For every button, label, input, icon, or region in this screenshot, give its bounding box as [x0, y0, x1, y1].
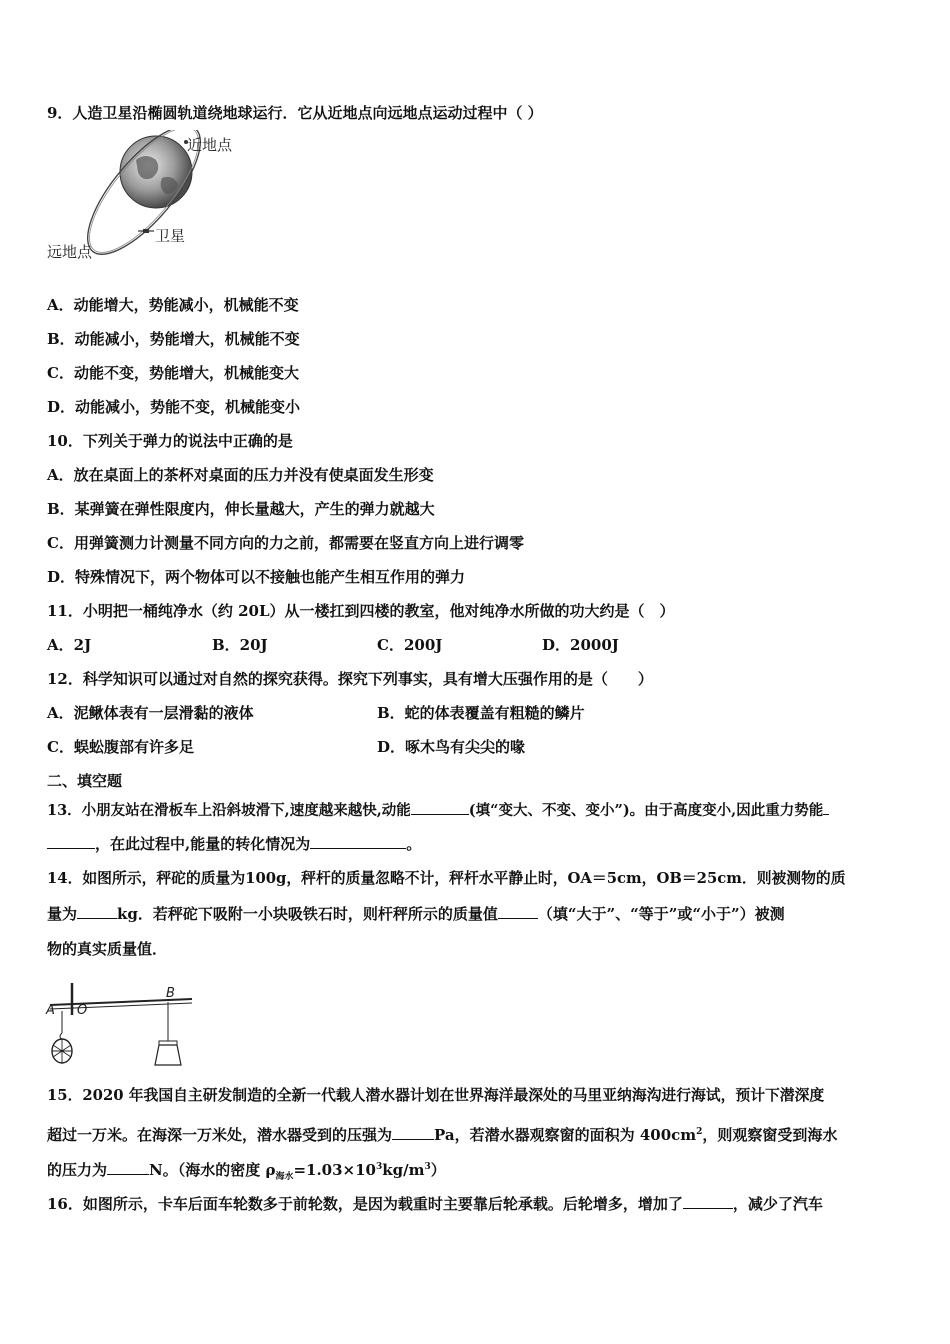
q13-text-1: 13．小朋友站在滑板车上沿斜坡滑下,速度越来越快,动能 — [47, 802, 411, 819]
q12-option-b: B．蛇的体表覆盖有粗糙的鳞片 — [377, 704, 585, 722]
q15-text-f: =1.03×10 — [293, 1161, 376, 1179]
q14-text-a: 量为 — [47, 905, 78, 923]
q15-text-c: ，则观察窗受到海水 — [702, 1126, 838, 1144]
q11-option-b: B．20J — [212, 636, 268, 654]
q13-blank-2a — [823, 800, 829, 815]
q15-line1: 15．2020 年我国自主研发制造的全新一代载人潜水器计划在世界海洋最深处的马里亚纳海沟进行海试，预计下潜深度 — [47, 1087, 825, 1104]
steelyard-diagram — [42, 975, 202, 1070]
q11-option-a: A．2J — [47, 636, 92, 654]
point-o-label: O — [77, 1003, 88, 1018]
q12-option-c: C．蜈蚣腹部有许多足 — [47, 738, 194, 756]
q15-text-b: Pa，若潜水器观察窗的面积为 400cm — [434, 1126, 697, 1144]
q14-text-b: kg．若秤砣下吸附一小块吸铁石时，则杆秤所示的质量值 — [117, 905, 498, 923]
q15-sup-2: 3 — [376, 1162, 383, 1172]
q13-blank-3 — [310, 834, 406, 849]
point-a-label: A — [46, 1003, 55, 1018]
q13-line2 — [47, 834, 421, 854]
q10-option-b: B．某弹簧在弹性限度内，伸长量越大，产生的弹力就越大 — [47, 500, 435, 518]
q15-blank-2 — [107, 1160, 149, 1175]
q15-line2 — [47, 1122, 837, 1145]
q9-stem: 9．人造卫星沿椭圆轨道绕地球运行．它从近地点向远地点运动过程中（ ） — [47, 104, 543, 122]
q15-text-h: ） — [430, 1161, 446, 1179]
q15-text-a: 超过一万米。在海深一万米处，潜水器受到的压强为 — [47, 1126, 393, 1144]
q15-text-g: kg/m — [382, 1161, 425, 1179]
q14-line2 — [47, 904, 785, 924]
q13-text-2: (填“变大、不变、变小”)。由于高度变小,因此重力势能 — [468, 802, 824, 819]
q14-blank-2 — [498, 904, 538, 919]
q15-text-d: 的压力为 — [47, 1161, 108, 1179]
counterweight-icon — [155, 1041, 181, 1065]
q9-option-a: A．动能增大，势能减小，机械能不变 — [47, 296, 299, 314]
q16-text-a: 16．如图所示，卡车后面车轮数多于前轮数，是因为载重时主要靠后轮承载。后轮增多，增加了 — [47, 1195, 683, 1213]
q16-text-b: ，减少了汽车 — [732, 1195, 823, 1213]
q14-line1: 14．如图所示，秤砣的质量为100g，秤杆的质量忽略不计，秤杆水平静止时，OA＝5cm，OB＝25cm．则被测物的质 — [47, 870, 846, 887]
q11-option-c: C．200J — [377, 636, 443, 654]
q15-sub: 海水 — [275, 1172, 294, 1182]
q10-option-a: A．放在桌面上的茶杯对桌面的压力并没有使桌面发生形变 — [47, 466, 434, 484]
q9-option-d: D．动能减小，势能不变，机械能变小 — [47, 398, 301, 416]
q14-text-c: （填“大于”、“等于”或“小于”）被测 — [537, 905, 785, 923]
q15-text-e: N。（海水的密度 ρ — [149, 1161, 276, 1179]
q13-blank-2b — [47, 834, 95, 849]
q12-option-d: D．啄木鸟有尖尖的喙 — [377, 738, 526, 756]
q12-stem: 12．科学知识可以通过对自然的探究获得。探究下列事实，具有增大压强作用的是（ ） — [47, 670, 653, 688]
q15-sup-1: 2 — [696, 1127, 703, 1137]
q14-blank-1 — [77, 904, 117, 919]
q14-line3: 物的真实质量值． — [47, 940, 168, 958]
q13-text-3: ，在此过程中,能量的转化情况为 — [95, 835, 311, 853]
section-heading-fill-blank: 二、填空题 — [47, 772, 123, 790]
q11-option-d: D．2000J — [542, 636, 619, 654]
satellite-icon — [138, 229, 154, 233]
q10-option-c: C．用弹簧测力计测量不同方向的力之前，都需要在竖直方向上进行调零 — [47, 534, 524, 552]
perigee-label: 近地点 — [187, 136, 233, 154]
apogee-label: 远地点 — [47, 243, 93, 261]
q9-option-b: B．动能减小，势能增大，机械能不变 — [47, 330, 300, 348]
satellite-label: 卫星 — [155, 227, 186, 245]
q13-line1 — [47, 800, 829, 821]
q15-line3 — [47, 1157, 446, 1187]
q16-line1 — [47, 1194, 823, 1214]
q12-option-a: A．泥鳅体表有一层滑黏的液体 — [47, 704, 254, 722]
object-basket-icon — [52, 1039, 72, 1063]
point-b-label: B — [166, 986, 175, 1001]
q10-option-d: D．特殊情况下，两个物体可以不接触也能产生相互作用的弹力 — [47, 568, 466, 586]
q9-option-c: C．动能不变，势能增大，机械能变大 — [47, 364, 299, 382]
q11-stem: 11．小明把一桶纯净水（约 20L）从一楼扛到四楼的教室，他对纯净水所做的功大约是（ ） — [47, 602, 675, 620]
q15-blank-1 — [392, 1125, 434, 1140]
q16-blank-1 — [683, 1194, 733, 1209]
q13-text-4: 。 — [406, 835, 422, 853]
q15-sup-3: 3 — [424, 1162, 431, 1172]
q10-stem: 10．下列关于弹力的说法中正确的是 — [47, 432, 293, 450]
q13-blank-1 — [411, 800, 469, 815]
q14-figure — [42, 975, 202, 1070]
